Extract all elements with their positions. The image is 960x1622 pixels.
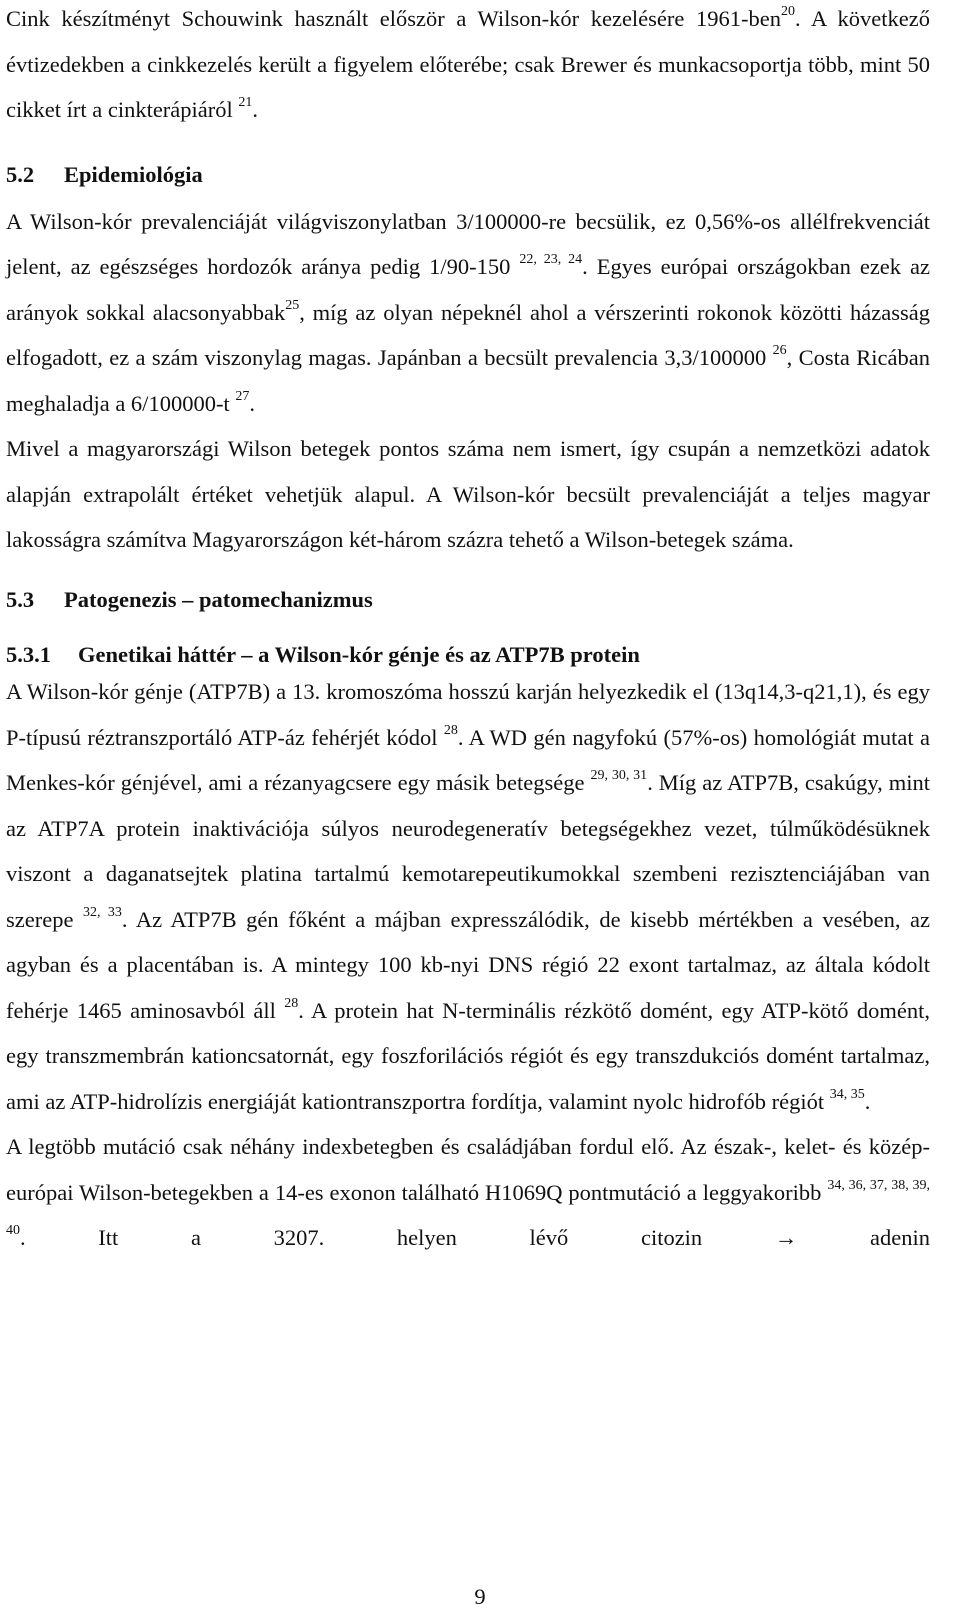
text: . Az ATP7B gén főként a májban expresszálódik, de kisebb mértékben a vesében, az agyban és a placentában is. A mintegy 100 kb-nyi DNS régió 22 exont tartalmaz, az általa kódolt fehérje 1465 aminosavból áll	[6, 906, 931, 1023]
citation: 34, 36, 37, 38, 39, 40	[6, 1177, 930, 1238]
text: A Wilson-kór génje (ATP7B) a 13. kromoszóma hosszú karján helyezkedik el (13q14,3-q21,1), és egy P-típusú réztranszportáló ATP-áz fehérjét kódol	[6, 679, 930, 750]
text: A legtöbb mutáció csak néhány indexbetegben és családjában fordul elő. Az észak-, kelet- és közép-európai Wilson-betegekben a 14-es exonon található H1069Q pontmutáció a leggyakoribb	[6, 1134, 930, 1205]
text: .	[252, 97, 259, 122]
section-title: Patogenezis – patomechanizmus	[64, 586, 373, 612]
paragraph-mutations	[6, 1124, 930, 1261]
text: , Costa Ricában meghaladja a 6/100000-t	[6, 345, 930, 416]
citation: 28	[284, 995, 299, 1011]
paragraph-prevalence	[6, 199, 930, 427]
text: .	[864, 1088, 871, 1114]
text: . Míg az ATP7B, csakúgy, mint az ATP7A protein inaktivációja súlyos neurodegeneratív betegségekhez vezet, túlműködésüknek viszont a daganatsejtek platina tartalmú kemotarepeutikumokkal szembeni rezisztenciájában van szerepe	[6, 770, 930, 932]
section-number: 5.2	[6, 161, 35, 187]
paragraph-atp7b-gene	[6, 669, 930, 1124]
citation: 25	[285, 297, 300, 313]
citation: 22, 23, 24	[519, 252, 583, 267]
citation: 26	[772, 343, 787, 358]
citation: 21	[238, 95, 253, 110]
section-heading-epidemiology	[6, 152, 930, 199]
text: , míg az olyan népeknél ahol a vérszerinti rokonok közötti házasság elfogadott, ez a szám viszonylag magas. Japánban a becsült prevalencia 3,3/100000	[6, 299, 931, 370]
text: . Egyes európai országokban ezek az arányok sokkal alacsonyabbak	[6, 254, 930, 325]
section-heading-pathogenesis	[6, 577, 930, 624]
citation: 32, 33	[82, 904, 122, 920]
citation: 20	[780, 4, 795, 19]
citation: 29, 30, 31	[590, 768, 648, 783]
text: . A következő évtizedekben a cinkkezelés került a figyelem előterébe; csak Brewer és munkacsoportja több, mint 50 cikket írt a cinkterápiáról	[6, 6, 931, 122]
page-number: 9	[474, 1584, 486, 1609]
paragraph-zinc-history	[6, 0, 930, 133]
text: . A WD gén nagyfokú (57%-os) homológiát mutat a Menkes-kór génjével, ami a rézanyagcsere egy másik betegsége	[6, 724, 930, 795]
text: Cink készítményt Schouwink használt először a Wilson-kór kezelésére 1961-ben	[6, 6, 781, 31]
text: A Wilson-kór prevalenciáját világviszonylatban 3/100000-re becsülik, ez 0,56%-os allélfrekvenciát jelent, az egészséges hordozók aránya pedig 1/90-150	[6, 208, 930, 279]
section-title: Genetikai háttér – a Wilson-kór génje és az ATP7B protein	[78, 641, 640, 667]
text: .	[249, 390, 255, 416]
text: Mivel a magyarországi Wilson betegek pontos száma nem ismert, így csupán a nemzetközi adatok alapján extrapolált értéket vehetjük alapul. A Wilson-kór becsült prevalenciáját a teljes magyar lakosságra számítva Magyarországon két-három százra tehető a Wilson-betegek száma.	[6, 436, 930, 552]
paragraph-hungary	[6, 426, 930, 563]
citation: 28	[443, 722, 458, 738]
citation: 34, 35	[829, 1086, 865, 1102]
section-title: Epidemiológia	[64, 161, 203, 187]
section-number: 5.3.1	[6, 641, 51, 667]
citation: 27	[235, 388, 250, 404]
text: . A protein hat N-terminális rézkötő domént, egy ATP-kötő domént, egy transzmembrán kationcsatornát, egy foszforilációs régiót és egy transzdukciós domént tartalmaz, ami az ATP-hidrolízis energiáját kationtranszportra fordítja, valamint nyolc hidrofób régiót	[6, 997, 931, 1114]
section-number: 5.3	[6, 586, 35, 612]
text: . Itt a 3207. helyen lévő citozin → adenin	[20, 1225, 930, 1250]
